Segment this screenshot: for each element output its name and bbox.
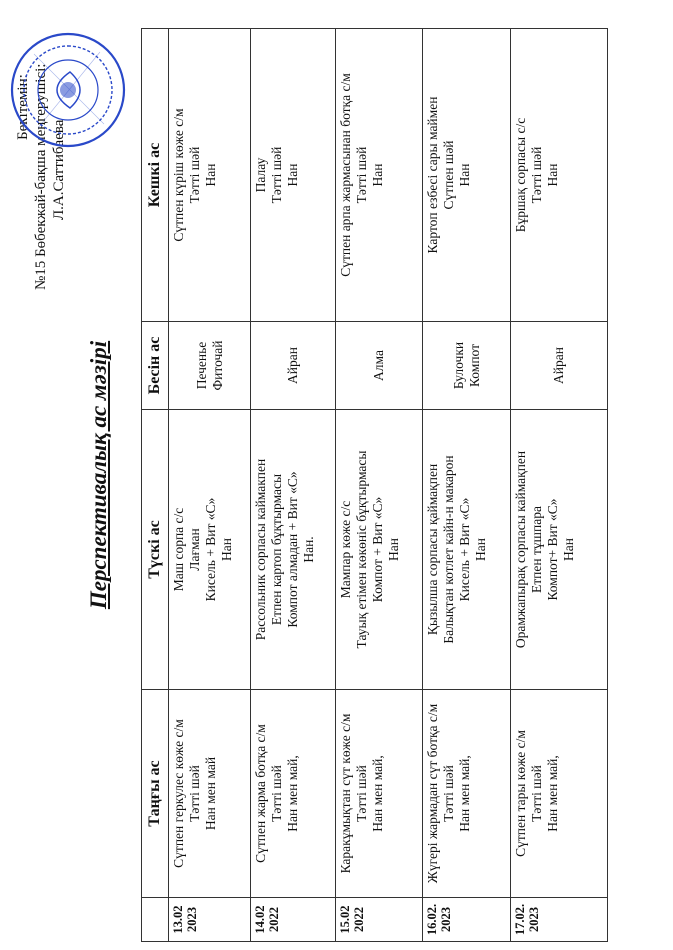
dish-line: Тәтті шәй [187,146,202,204]
table-row [423,29,511,942]
table-row [336,29,423,942]
dish-line: Компот+ Вит «С» [545,498,560,601]
snack-cell [169,322,251,410]
dish-line: Қызылша сорпасы қаймақпен [425,463,440,636]
page-title: Перспективалық ас мәзірі [86,340,111,610]
dish-line: Нан [386,538,401,561]
table-row [511,29,608,942]
dish-line: Айран [551,347,566,384]
lunch-cell [423,410,511,690]
dish-line: Орамжапырақ сорпасы каймақпен [513,450,528,649]
breakfast-cell [336,690,423,898]
date-cell: 16.02. 2023 [423,898,511,942]
date-cell: 14.02 2022 [251,898,336,942]
dish-line: Маш сорпа с/с [171,507,186,592]
dinner-cell [336,29,423,322]
dish-line: Тәтті шәй [529,146,544,204]
dish-line: Мампар көже с/с [338,500,353,599]
approval-position: №15 Бөбекжай-бақша меңгерушісі: [33,63,49,290]
dish-line: Кисель + Вит «С» [203,497,218,602]
dish-line: Тәтті шәй [187,765,202,822]
lunch-cell [511,410,608,690]
dish-line: Тәтті шәй [354,765,369,822]
dish-line: Нан. [301,536,316,563]
dish-line: Нан мен май, [370,755,385,832]
dish-line: Нан мен май [203,756,218,831]
dish-line: Нан мен май, [285,755,300,832]
dinner-cell [423,29,511,322]
dish-line: Палау [253,157,268,193]
table-row [251,29,336,942]
dish-line: Сүтпен арпа жармасынан ботқа с/м [338,73,353,277]
dish-line: Кисель + Вит «С» [457,497,472,602]
table-row [169,29,251,942]
dish-line: Тауық етімен көкөніс бұқтырмасы [354,450,369,649]
dish-line: Компот + Вит «С» [370,496,385,603]
dish-line: Фиточай [209,340,225,391]
dish-line: Тәтті шәй [269,765,284,822]
header-snack: Бесін ас [142,322,169,410]
lunch-cell [336,410,423,690]
lunch-cell [169,410,251,690]
breakfast-cell [423,690,511,898]
dish-line: Тәтті шәй [354,146,369,204]
dish-line: Тәтті шәй [269,146,284,204]
approval-signatory: Л.А.Саттибаева [51,119,67,220]
dish-line: Сүтпен тары көже с/м [513,730,528,857]
dish-line: Рассольник сорпасы каймакпен [253,458,268,641]
date-cell: 17.02. 2023 [511,898,608,942]
header-date [142,898,169,942]
snack-cell [423,322,511,410]
snack-cell [511,322,608,410]
dish-line: Нан [203,163,218,187]
dish-line: Нан [285,163,300,187]
breakfast-cell [511,690,608,898]
dish-line: Нан [457,163,472,187]
dish-line: Тәтті шәй [441,765,456,822]
dish-line: Етпен картоп бұқтырмасы [269,473,284,626]
dish-line: Сүтпен шәй [441,140,456,210]
header-breakfast: Таңғы ас [142,690,169,898]
dish-line: Алма [371,350,386,381]
dish-line: Нан мен май, [545,755,560,832]
dish-line: Компот [466,343,482,388]
dish-line: Каракұмықтан сүт көже с/м [338,713,353,874]
dinner-cell [511,29,608,322]
date-cell: 13.02 2023 [169,898,251,942]
dish-line: Булочки [450,341,466,390]
header-dinner: Кешкі ас [142,29,169,322]
dish-line: Нан мен май, [457,755,472,832]
dish-line: Тәтті шәй [529,765,544,822]
dish-line: Нан [219,538,234,561]
dish-line: Нан [561,538,576,561]
dish-line: Сүтпен геркулес көже с/м [171,719,186,868]
dish-line: Сүтпен күріш көже с/м [171,108,186,242]
dish-line: Сүтпен жарма ботқа с/м [253,724,268,863]
dish-line: Нан [370,163,385,187]
breakfast-cell [169,690,251,898]
dish-line: Бұршақ сорпасы с/с [513,117,528,233]
dinner-cell [251,29,336,322]
date-cell: 15.02 2022 [336,898,423,942]
dish-line: Айран [285,347,300,384]
dish-line: Печенье [193,341,209,390]
menu-table [141,28,608,942]
breakfast-cell [251,690,336,898]
lunch-cell [251,410,336,690]
dish-line: Картоп езбесі сары маймен [425,96,440,254]
dish-line: Етпен тұшпара [529,506,544,593]
dish-line: Нан [473,538,488,561]
dish-line: Балықтан котлет кайн-н макарон [441,455,456,644]
approval-heading: Бекітемін: [15,74,31,140]
dish-line: Жүгері жармадан сүт ботқа с/м [425,703,440,884]
dish-line: Компот алмадан + Вит «С» [285,471,300,628]
dish-line: Лағман [187,528,202,571]
header-lunch: Түскі ас [142,410,169,690]
table-header-row [142,29,169,942]
dinner-cell [169,29,251,322]
snack-cell [251,322,336,410]
dish-line: Нан [545,163,560,187]
snack-cell [336,322,423,410]
